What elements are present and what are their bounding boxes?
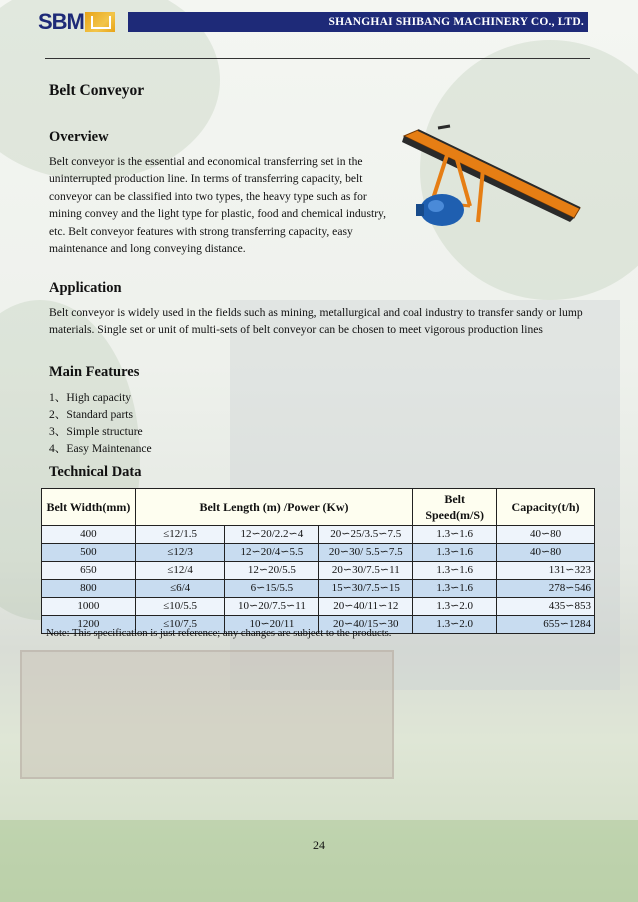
table-cell: ≤6/4 [135, 580, 225, 598]
table-cell: 1.3∽1.6 [413, 580, 497, 598]
sbm-logo: SBM [38, 10, 115, 34]
table-cell: 1.3∽1.6 [413, 544, 497, 562]
table-cell: ≤12/4 [135, 562, 225, 580]
table-cell: 1000 [42, 598, 136, 616]
table-cell: 1.3∽1.6 [413, 526, 497, 544]
header-capacity: Capacity(t/h) [497, 489, 595, 526]
table-cell: 10∽20/11 [225, 616, 319, 634]
table-cell: ≤12/1.5 [135, 526, 225, 544]
table-cell: 12∽20/5.5 [225, 562, 319, 580]
logo-mark-icon [85, 12, 115, 32]
page-number: 24 [313, 838, 325, 852]
table-cell: 15∽30/7.5∽15 [319, 580, 413, 598]
header-belt-width: Belt Width(mm) [42, 489, 136, 526]
table-cell: 40∽80 [497, 526, 595, 544]
features-heading: Main Features [49, 364, 140, 380]
table-cell: 500 [42, 544, 136, 562]
page-title: Belt Conveyor [49, 82, 145, 99]
overview-text: Belt conveyor is the essential and economical transferring set in the uninterrupted production line. In terms of transferring capacity, belt conveyor can be classified into two types, the heavy type such as for mining convey and the light type for plastic, food and chemical industry, etc. Belt conveyor features with strong transferring capacity, easy maintenance and long conveying distance. [49, 155, 386, 256]
table-cell: 20∽25/3.5∽7.5 [319, 526, 413, 544]
table-cell: 1.3∽1.6 [413, 562, 497, 580]
table-cell: 1.3∽2.0 [413, 598, 497, 616]
table-cell: 12∽20/2.2∽4 [225, 526, 319, 544]
table-cell: ≤12/3 [135, 544, 225, 562]
table-cell: 40∽80 [497, 544, 595, 562]
table-cell: 278∽546 [497, 580, 595, 598]
feature-item: 2、Standard parts [49, 408, 134, 421]
table-cell: 1.3∽2.0 [413, 616, 497, 634]
feature-item: 3、Simple structure [49, 425, 143, 438]
table-cell: 10∽20/7.5∽11 [225, 598, 319, 616]
table-cell: 20∽40/11∽12 [319, 598, 413, 616]
feature-item: 1、High capacity [49, 391, 132, 404]
table-row [42, 544, 595, 562]
table-row [42, 598, 595, 616]
technical-heading: Technical Data [49, 464, 142, 480]
table-cell: 800 [42, 580, 136, 598]
spec-note: Note: This specification is just reference; any changes are subject to the products. [46, 628, 392, 639]
table-cell: 650 [42, 562, 136, 580]
table-cell: 435∽853 [497, 598, 595, 616]
table-cell: 131∽323 [497, 562, 595, 580]
application-heading: Application [49, 280, 122, 296]
table-cell: 20∽30/7.5∽11 [319, 562, 413, 580]
feature-item: 4、Easy Maintenance [49, 442, 152, 455]
header-belt-speed: Belt Speed(m/S) [413, 489, 497, 526]
technical-data-table [41, 488, 595, 634]
company-name: SHANGHAI SHIBANG MACHINERY CO., LTD. [328, 16, 584, 28]
table-cell: 655∽1284 [497, 616, 595, 634]
table-cell: 20∽40/15∽30 [319, 616, 413, 634]
table-row [42, 526, 595, 544]
table-cell: 12∽20/4∽5.5 [225, 544, 319, 562]
table-cell: 6∽15/5.5 [225, 580, 319, 598]
table-row [42, 562, 595, 580]
table-cell: ≤10/7.5 [135, 616, 225, 634]
table-row [42, 580, 595, 598]
features-list [49, 389, 152, 457]
background-sign [20, 650, 394, 779]
belt-conveyor-photo [398, 122, 586, 228]
overview-heading: Overview [49, 129, 109, 145]
table-cell: ≤10/5.5 [135, 598, 225, 616]
header-belt-length: Belt Length (m) /Power (Kw) [135, 489, 412, 526]
table-cell: 1200 [42, 616, 136, 634]
application-text: Belt conveyor is widely used in the fields such as mining, metallurgical and coal industry to transfer sandy or lump materials. Single set or unit of multi-sets of belt conveyor can be chosen to meet vigorous production lines [49, 306, 583, 337]
table-cell: 400 [42, 526, 136, 544]
table-cell: 20∽30/ 5.5∽7.5 [319, 544, 413, 562]
header-divider [45, 58, 590, 59]
